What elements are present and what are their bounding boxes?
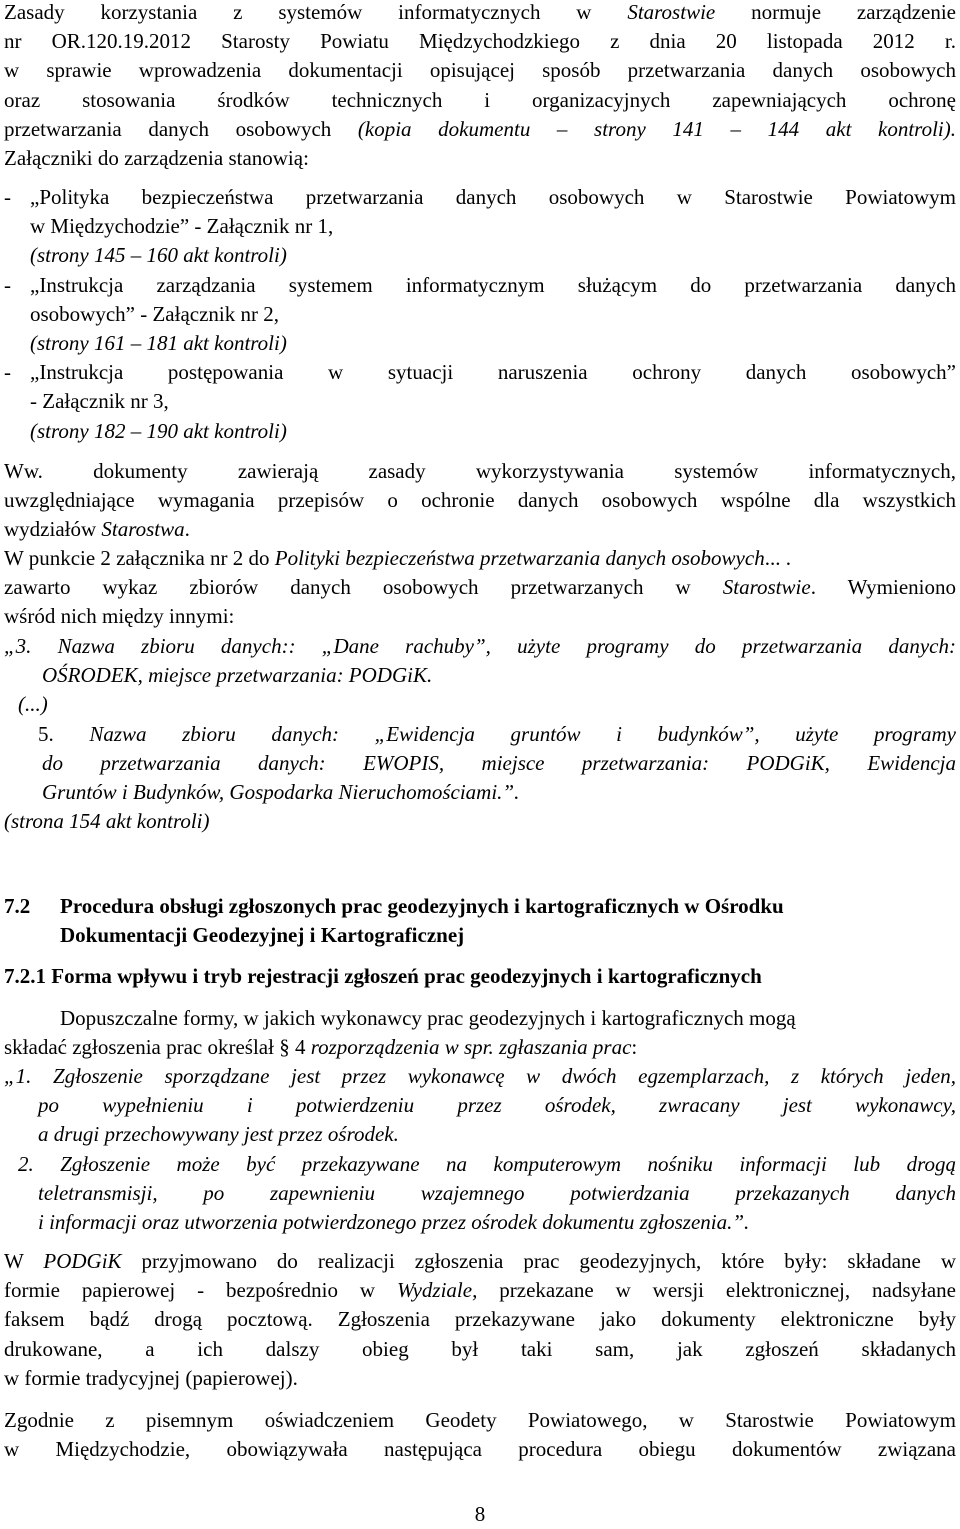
text-line: po wypełnieniu i potwierdzeniu przez ośrodek, zwracany jest wykonawcy, bbox=[38, 1093, 956, 1118]
text-line: a drugi przechowywany jest przez ośrodek. bbox=[38, 1122, 399, 1147]
text-line: i informacji oraz utworzenia potwierdzonego przez ośrodek dokumentu zgłoszenia.”. bbox=[38, 1210, 750, 1235]
reference: (strony 182 – 190 akt kontroli) bbox=[30, 418, 287, 443]
text-line: teletransmisji, po zapewnieniu wzajemnego potwierdzania przekazanych danych bbox=[38, 1180, 956, 1205]
paragraph-forms bbox=[4, 1004, 956, 1062]
dash-marker: - bbox=[4, 185, 11, 209]
text-line: W punkcie 2 załącznika nr 2 do Polityki bezpieczeństwa przetwarzania danych osobowych... . bbox=[4, 546, 791, 570]
ellipsis: (...) bbox=[18, 692, 48, 717]
text-line: 5. Nazwa zbioru danych: „Ewidencja gruntów i budynków”, użyte programy bbox=[38, 721, 957, 746]
reference: (strony 145 – 160 akt kontroli) bbox=[30, 243, 287, 268]
text-line: „Instrukcja postępowania w sytuacji naruszenia ochrony danych osobowych” bbox=[30, 360, 956, 385]
text-line: W PODGiK przyjmowano do realizacji zgłoszenia prac geodezyjnych, które były: składane w bbox=[4, 1249, 956, 1273]
list-item bbox=[4, 271, 956, 359]
text-line: w Międzychodzie” - Załącznik nr 1, bbox=[30, 214, 334, 239]
text-line: Zasady korzystania z systemów informatycznych w Starostwie normuje zarządzenie bbox=[4, 0, 956, 24]
text-line: przetwarzania danych osobowych (kopia dokumentu – strony 141 – 144 akt kontroli). bbox=[4, 116, 956, 141]
paragraph-podgik bbox=[4, 1247, 956, 1393]
text-line: drukowane, a ich dalszy obieg był taki sam, jak zgłoszeń składanych bbox=[4, 1336, 956, 1361]
text-line: wśród nich między innymi: bbox=[4, 604, 235, 629]
text-line: uwzględniające wymagania przepisów o ochronie danych osobowych wspólne dla wszystkich bbox=[4, 488, 956, 513]
heading-line: Dokumentacji Geodezyjnej i Kartograficznej bbox=[60, 923, 465, 948]
text-line: w formie tradycyjnej (papierowej). bbox=[4, 1365, 298, 1390]
dash-marker: - bbox=[4, 360, 11, 385]
text-line: wydziałów Starostwa. bbox=[4, 517, 190, 542]
text-line: OŚRODEK, miejsce przetwarzania: PODGiK. bbox=[42, 663, 433, 688]
text-line: osobowych” - Załącznik nr 2, bbox=[30, 301, 279, 326]
reference: (strony 161 – 181 akt kontroli) bbox=[30, 331, 287, 356]
text-line: składać zgłoszenia prac określał § 4 rozporządzenia w spr. zgłaszania prac: bbox=[4, 1035, 638, 1060]
text-line: w Międzychodzie, obowiązywała następująca procedura obiegu dokumentów związana bbox=[4, 1437, 956, 1462]
attachments-list bbox=[4, 183, 956, 446]
paragraph-intro bbox=[4, 0, 956, 173]
heading-line: Procedura obsługi zgłoszonych prac geodezyjnych i kartograficznych w Ośrodku bbox=[60, 894, 784, 918]
text-line: Ww. dokumenty zawierają zasady wykorzystywania systemów informatycznych, bbox=[4, 459, 956, 483]
dash-marker: - bbox=[4, 272, 11, 297]
text-line: do przetwarzania danych: EWOPIS, miejsce przetwarzania: PODGiK, Ewidencja bbox=[42, 750, 956, 775]
text-line: Zgodnie z pisemnym oświadczeniem Geodety Powiatowego, w Starostwie Powiatowym bbox=[4, 1408, 956, 1432]
section-heading-7-2 bbox=[4, 892, 956, 950]
text-line: Gruntów i Budynków, Gospodarka Nieruchomościami.”. bbox=[42, 780, 520, 805]
section-number: 7.2 bbox=[4, 894, 31, 918]
list-item bbox=[4, 358, 956, 446]
text-line: 2. Zgłoszenie może być przekazywane na komputerowym nośniku informacji lub drogą bbox=[18, 1151, 956, 1176]
paragraph-point2 bbox=[4, 544, 956, 632]
quote-data-sets bbox=[4, 632, 956, 836]
section-heading-7-2-1 bbox=[4, 962, 956, 991]
heading-line: 7.2.1 Forma wpływu i tryb rejestracji zgłoszeń prac geodezyjnych i kartograficznych bbox=[4, 964, 762, 988]
text-line: faksem bądź drogą pocztową. Zgłoszenia przekazywane jako dokumenty elektroniczne były bbox=[4, 1307, 956, 1332]
text-line: formie papierowej - bezpośrednio w Wydziale, przekazane w wersji elektronicznej, nadsyłane bbox=[4, 1278, 957, 1303]
text-line: zawarto wykaz zbiorów danych osobowych przetwarzanych w Starostwie. Wymieniono bbox=[4, 575, 956, 600]
paragraph-documents bbox=[4, 457, 956, 545]
text-line: „Instrukcja zarządzania systemem informatycznym służącym do przetwarzania danych bbox=[30, 272, 956, 297]
paragraph-procedure bbox=[4, 1406, 956, 1464]
text-line: - Załącznik nr 3, bbox=[30, 389, 169, 414]
text-line: „3. Nazwa zbioru danych:: „Dane rachuby”, użyte programy do przetwarzania danych: bbox=[4, 634, 956, 658]
reference: (strona 154 akt kontroli) bbox=[4, 809, 210, 834]
page-number: 8 bbox=[474, 1502, 486, 1526]
quote-regulation bbox=[4, 1062, 956, 1237]
text-line: „1. Zgłoszenie sporządzane jest przez wykonawcę w dwóch egzemplarzach, z których jeden, bbox=[4, 1064, 956, 1088]
text-line: Dopuszczalne formy, w jakich wykonawcy prac geodezyjnych i kartograficznych mogą bbox=[60, 1006, 796, 1030]
text-line: nr OR.120.19.2012 Starosty Powiatu Międzychodzkiego z dnia 20 listopada 2012 r. bbox=[4, 29, 956, 54]
attachments-intro: Załączniki do zarządzenia stanowią: bbox=[4, 146, 309, 171]
text-line: w sprawie wprowadzenia dokumentacji opisującej sposób przetwarzania danych osobowych bbox=[4, 58, 956, 83]
list-item bbox=[4, 183, 956, 271]
text-line: „Polityka bezpieczeństwa przetwarzania danych osobowych w Starostwie Powiatowym bbox=[30, 185, 956, 209]
text-line: oraz stosowania środków technicznych i organizacyjnych zapewniających ochronę bbox=[4, 87, 956, 112]
